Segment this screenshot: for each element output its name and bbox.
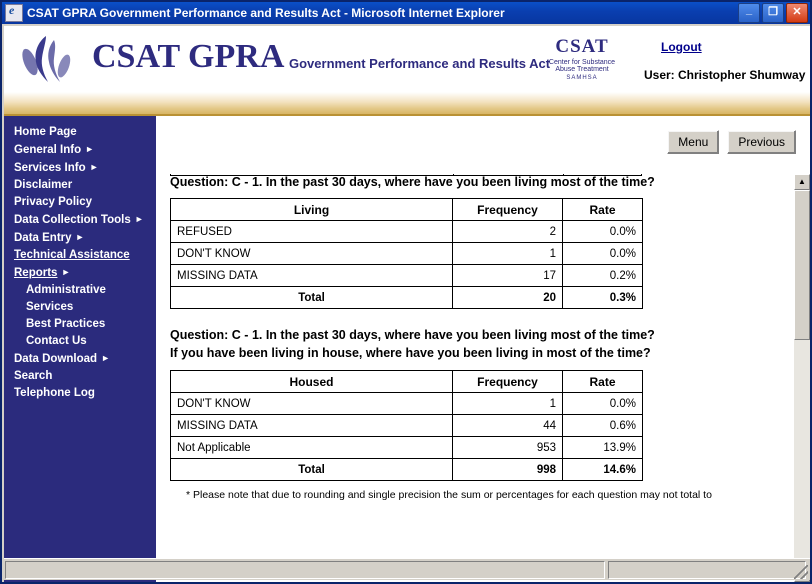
cell-total-label: Total [171, 459, 453, 481]
chevron-right-icon: ► [134, 214, 144, 224]
cell-rate: 0.0% [563, 221, 643, 243]
column-header-living: Living [171, 199, 453, 221]
report-content [156, 116, 810, 582]
sidebar-item-label: Privacy Policy [14, 196, 92, 208]
cell-frequency: 1 [453, 393, 563, 415]
cell-label: DON'T KNOW [171, 243, 453, 265]
status-zone [608, 561, 806, 579]
sidebar-item-services[interactable] [4, 299, 156, 316]
sidebar-item-label: Search [14, 370, 53, 382]
cell-frequency: 44 [453, 415, 563, 437]
scrollbar-thumb[interactable] [794, 190, 810, 340]
cell-total-rate: 14.6% [563, 459, 643, 481]
sidebar-item-best-practices[interactable] [4, 316, 156, 333]
table-row [171, 415, 643, 437]
report-toolbar [667, 130, 796, 154]
title-bar [2, 2, 810, 24]
table-row [171, 437, 643, 459]
question-2-text: Question: C - 1. In the past 30 days, where have you been living most of the time? [170, 328, 655, 342]
maximize-icon: ❐ [768, 6, 778, 18]
sidebar-item-general-info[interactable] [4, 141, 156, 159]
sidebar-item-label: Data Collection Tools [14, 214, 131, 226]
minimize-button[interactable] [738, 3, 760, 23]
logout-link[interactable]: Logout [661, 40, 702, 54]
cell-frequency: 953 [453, 437, 563, 459]
previous-button[interactable]: Previous [727, 130, 796, 154]
chevron-right-icon: ► [75, 232, 85, 242]
table-header-row [171, 199, 643, 221]
sidebar-item-administrative[interactable] [4, 282, 156, 299]
banner-title: CSAT GPRA [92, 38, 285, 75]
cell-total-rate: 0.3% [563, 287, 643, 309]
sidebar-item-label: Best Practices [26, 318, 106, 330]
sidebar-item-contact-us[interactable] [4, 333, 156, 350]
csat-seal-line2: Center for Substance [548, 59, 616, 66]
living-frequency-table [170, 198, 643, 309]
chevron-right-icon: ► [101, 353, 110, 363]
sidebar-item-label: Data Download [14, 353, 98, 365]
scrollbar-track[interactable] [794, 190, 810, 566]
internet-explorer-icon [5, 4, 23, 22]
sidebar-item-label: Services Info [14, 162, 86, 174]
table-total-row [171, 287, 643, 309]
table-row [171, 265, 643, 287]
menu-button[interactable]: Menu [667, 130, 719, 154]
cell-frequency: 17 [453, 265, 563, 287]
sidebar-nav [4, 116, 156, 582]
cell-rate: 0.6% [563, 415, 643, 437]
sidebar-item-reports[interactable] [4, 264, 156, 282]
banner-subtitle: Government Performance and Results Act [289, 56, 551, 71]
sidebar-item-disclaimer[interactable] [4, 177, 156, 194]
sidebar-item-label: Telephone Log [14, 387, 95, 399]
sidebar-item-data-entry[interactable] [4, 229, 156, 247]
sidebar-item-privacy-policy[interactable] [4, 194, 156, 211]
sidebar-item-home-page[interactable] [4, 124, 156, 141]
sidebar-item-label: Contact Us [26, 335, 87, 347]
sidebar-item-label: Disclaimer [14, 179, 73, 191]
question-1-text: Question: C - 1. In the past 30 days, where have you been living most of the time? [170, 175, 655, 189]
chevron-down-icon: ► [61, 267, 71, 277]
table-row [171, 221, 643, 243]
cell-total-frequency: 998 [453, 459, 563, 481]
page-client-area [4, 26, 810, 582]
cell-label: Not Applicable [171, 437, 453, 459]
vertical-scrollbar[interactable] [794, 174, 810, 582]
current-user-label: User: Christopher Shumway [644, 68, 806, 82]
close-button[interactable] [786, 3, 808, 23]
window-title: CSAT GPRA Government Performance and Results Act - Microsoft Internet Explorer [27, 6, 505, 20]
site-banner [4, 26, 810, 92]
window-controls [738, 3, 808, 23]
sidebar-item-label: Services [26, 301, 74, 313]
cell-total-frequency: 20 [453, 287, 563, 309]
cell-rate: 0.2% [563, 265, 643, 287]
clipped-table-above [170, 174, 642, 176]
resize-grip-icon[interactable] [794, 565, 808, 579]
report-footnote: * Please note that due to rounding and single precision the sum or percentages for each question may not total to [186, 489, 712, 501]
table-row [171, 243, 643, 265]
table-header-row [171, 371, 643, 393]
csat-seal-line4: SAMHSA [566, 75, 598, 81]
sidebar-item-services-info[interactable] [4, 159, 156, 177]
column-header-rate: Rate [563, 371, 643, 393]
sidebar-item-label: Home Page [14, 126, 77, 138]
chevron-right-icon: ► [89, 162, 99, 172]
cell-rate: 0.0% [563, 243, 643, 265]
status-message [5, 561, 605, 579]
chevron-right-icon: ► [85, 144, 95, 154]
csat-seal-title: CSAT [555, 36, 609, 57]
sidebar-item-label: Data Entry [14, 232, 72, 244]
column-header-rate: Rate [563, 199, 643, 221]
cell-frequency: 2 [453, 221, 563, 243]
sidebar-item-data-download[interactable] [4, 350, 156, 368]
cell-frequency: 1 [453, 243, 563, 265]
cell-label: MISSING DATA [171, 265, 453, 287]
csat-seal-line3: Abuse Treatment [555, 66, 609, 73]
sidebar-item-search[interactable] [4, 368, 156, 385]
sidebar-item-technical-assistance[interactable] [4, 247, 156, 264]
scroll-up-button[interactable]: ▲ [794, 174, 810, 190]
sidebar-item-data-collection-tools[interactable] [4, 211, 156, 229]
banner-gradient-strip [4, 92, 810, 116]
report-scroll-area [156, 174, 794, 582]
sidebar-item-label: Technical Assistance [14, 249, 130, 261]
cell-rate: 13.9% [563, 437, 643, 459]
housed-frequency-table [170, 370, 643, 481]
cell-total-label: Total [171, 287, 453, 309]
maximize-button[interactable] [762, 3, 784, 23]
cell-label: REFUSED [171, 221, 453, 243]
cell-label: DON'T KNOW [171, 393, 453, 415]
cell-label: MISSING DATA [171, 415, 453, 437]
cell-rate: 0.0% [563, 393, 643, 415]
sidebar-item-label: Administrative [26, 284, 106, 296]
report-body [156, 174, 794, 502]
question-2-continuation: If you have been living in house, where have you been living in most of the time? [170, 346, 651, 360]
column-header-housed: Housed [171, 371, 453, 393]
table-total-row [171, 459, 643, 481]
column-header-frequency: Frequency [453, 371, 563, 393]
sidebar-item-label: Reports [14, 267, 58, 279]
close-icon: ✕ [792, 6, 802, 18]
csat-seal [537, 36, 627, 81]
column-header-frequency: Frequency [453, 199, 563, 221]
table-row [171, 393, 643, 415]
sidebar-item-telephone-log[interactable] [4, 385, 156, 402]
minimize-icon: _ [745, 4, 753, 16]
status-bar [4, 558, 810, 580]
sidebar-item-label: General Info [14, 144, 82, 156]
samhsa-logo-icon [16, 32, 76, 88]
